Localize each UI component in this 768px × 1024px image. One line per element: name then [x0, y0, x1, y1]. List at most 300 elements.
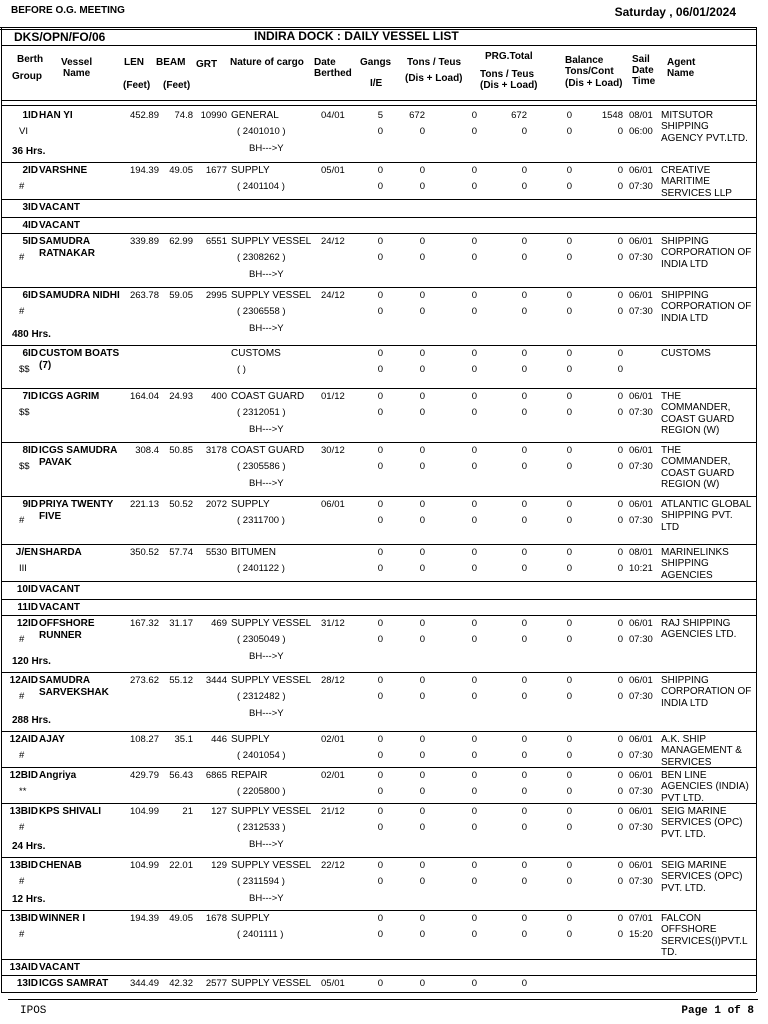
tons-teus-dis: 0: [419, 290, 425, 301]
divider: [1, 105, 757, 106]
tons-teus-load: 0: [419, 750, 425, 761]
balance-cont-dis: 0: [617, 547, 623, 558]
balance-tons-load: 0: [566, 822, 572, 833]
prg-total-dis: 0: [521, 165, 527, 176]
vessel-name: ICGS AGRIM: [39, 391, 100, 402]
berth-code: 5ID: [22, 236, 38, 247]
prg-total-dis: 0: [521, 978, 527, 989]
gangs-dis: 0: [377, 734, 383, 745]
header-agent: Agent: [667, 57, 696, 68]
bh-flag: BH--->Y: [249, 478, 284, 489]
table-row: [1, 599, 756, 615]
balance-tons-dis: 0: [566, 675, 572, 686]
table-row: [1, 388, 756, 442]
prg-total-load: 0: [521, 126, 527, 137]
gangs-load: 0: [377, 364, 383, 375]
prg-total-dis: 0: [521, 734, 527, 745]
vessel-flag: III: [19, 563, 27, 574]
tons-extra-load: 0: [471, 822, 477, 833]
divider: [1, 100, 757, 101]
tons-extra-load: 0: [471, 126, 477, 137]
gangs-dis: 0: [377, 165, 383, 176]
tons-teus-load: 0: [419, 364, 425, 375]
berth-code: 12BID: [9, 770, 38, 781]
balance-tons-dis: 0: [566, 445, 572, 456]
cargo-nature: SUPPLY VESSEL: [231, 860, 312, 871]
agent-name: ATLANTIC GLOBAL SHIPPING PVT. LTD: [661, 499, 752, 533]
vessel-name: ICGS SAMRAT: [39, 978, 109, 989]
len-value: 221.13: [129, 499, 159, 510]
tons-teus-dis: 0: [419, 618, 425, 629]
date-berthed: 05/01: [321, 978, 345, 989]
balance-cont-dis: 1548: [601, 110, 623, 121]
beam-value: 42.32: [169, 978, 193, 989]
page-title: INDIRA DOCK : DAILY VESSEL LIST: [254, 29, 459, 43]
bh-flag: BH--->Y: [249, 143, 284, 154]
balance-cont-load: 0: [617, 364, 623, 375]
row-divider: [1, 992, 756, 993]
vacant-label: VACANT: [39, 202, 80, 213]
vessel-flag: #: [19, 515, 25, 526]
prg-total-load: 0: [521, 252, 527, 263]
sail-date: 06/01: [629, 445, 653, 456]
balance-tons-load: 0: [566, 461, 572, 472]
sail-time: 07:30: [629, 786, 653, 797]
table-row: [1, 857, 756, 910]
cargo-nature: COAST GUARD: [231, 445, 305, 456]
header-len: LEN: [124, 57, 144, 68]
prg-total-dis: 672: [511, 110, 527, 121]
balance-tons-dis: 0: [566, 391, 572, 402]
prg-total-load: 0: [521, 306, 527, 317]
tons-extra-dis: 0: [471, 618, 477, 629]
beam-value: 50.85: [169, 445, 193, 456]
beam-value: 59.05: [169, 290, 193, 301]
len-value: 344.49: [129, 978, 159, 989]
prg-total-load: 0: [521, 407, 527, 418]
balance-cont-load: 0: [617, 691, 623, 702]
tons-extra-load: 0: [471, 691, 477, 702]
balance-cont-dis: 0: [617, 290, 623, 301]
balance-cont-load: 0: [617, 126, 623, 137]
vessel-flag: **: [19, 786, 27, 797]
grt-value: 10990: [200, 110, 227, 121]
gangs-dis: 0: [377, 348, 383, 359]
table-row: [1, 217, 756, 233]
sail-time: 07:30: [629, 181, 653, 192]
sail-date: 06/01: [629, 734, 653, 745]
tons-teus-dis: 0: [419, 445, 425, 456]
date-berthed: 31/12: [321, 618, 345, 629]
table-row: [1, 199, 756, 217]
beam-value: 74.8: [174, 110, 193, 121]
prg-total-load: 0: [521, 181, 527, 192]
balance-cont-load: 0: [617, 929, 623, 940]
tons-teus-dis: 0: [419, 860, 425, 871]
sail-time: 07:30: [629, 822, 653, 833]
header-cargo: Nature of cargo: [230, 57, 304, 68]
len-value: 429.79: [129, 770, 159, 781]
vessel-name: SAMUDRA SARVEKSHAK: [39, 675, 109, 698]
balance-cont-dis: 0: [617, 348, 623, 359]
agent-name: THE COMMANDER, COAST GUARD REGION (W): [661, 391, 735, 436]
gangs-dis: 0: [377, 290, 383, 301]
header-beam: BEAM: [156, 57, 186, 68]
bh-flag: BH--->Y: [249, 269, 284, 280]
balance-tons-load: 0: [566, 181, 572, 192]
tons-extra-load: 0: [471, 364, 477, 375]
gangs-dis: 0: [377, 806, 383, 817]
gangs-load: 0: [377, 181, 383, 192]
berth-code: 13BID: [9, 806, 38, 817]
sail-time: 07:30: [629, 461, 653, 472]
sail-time: 07:30: [629, 876, 653, 887]
vessel-name: CUSTOM BOATS (7): [39, 348, 120, 371]
vessel-name: Angriya: [39, 770, 77, 781]
vessel-flag: #: [19, 252, 25, 263]
cargo-nature: SUPPLY VESSEL: [231, 236, 312, 247]
gangs-load: 0: [377, 306, 383, 317]
tons-teus-load: 0: [419, 252, 425, 263]
date-berthed: 30/12: [321, 445, 345, 456]
header-vessel: Vessel: [61, 57, 93, 68]
balance-tons-load: 0: [566, 563, 572, 574]
tons-extra-load: 0: [471, 461, 477, 472]
hours-label: 288 Hrs.: [12, 715, 51, 726]
table-row: [1, 975, 756, 992]
cargo-ref: ( 2306558 ): [237, 306, 286, 317]
header-berth: Berth: [17, 54, 44, 65]
header-balance-dl: (Dis + Load): [565, 78, 623, 89]
vacant-label: VACANT: [39, 220, 80, 231]
prg-total-dis: 0: [521, 348, 527, 359]
table-row: [1, 496, 756, 544]
gangs-load: 0: [377, 126, 383, 137]
len-value: 194.39: [129, 913, 159, 924]
sail-time: 10:21: [629, 563, 653, 574]
header-prg-tons: Tons / Teus: [480, 69, 535, 80]
tons-extra-dis: 0: [471, 913, 477, 924]
sail-date: 07/01: [629, 913, 653, 924]
table-row: [1, 910, 756, 959]
cargo-nature: SUPPLY: [231, 165, 270, 176]
report-date: Saturday , 06/01/2024: [614, 5, 736, 19]
balance-tons-load: 0: [566, 407, 572, 418]
beam-value: 49.05: [169, 165, 193, 176]
header-sail: Sail: [632, 54, 650, 65]
hours-label: 120 Hrs.: [12, 656, 51, 667]
len-value: 167.32: [129, 618, 159, 629]
gangs-load: 0: [377, 407, 383, 418]
cargo-ref: ( 2311700 ): [237, 515, 285, 526]
date-berthed: 21/12: [321, 806, 345, 817]
berth-code: 4ID: [22, 220, 38, 231]
table-row: [1, 672, 756, 731]
gangs-load: 0: [377, 750, 383, 761]
vessel-flag: #: [19, 634, 25, 645]
prg-total-dis: 0: [521, 445, 527, 456]
grt-value: 6551: [205, 236, 227, 247]
gangs-load: 0: [377, 563, 383, 574]
gangs-dis: 0: [377, 236, 383, 247]
tons-extra-dis: 0: [471, 675, 477, 686]
header-agent-name: Name: [667, 68, 695, 79]
prg-total-dis: 0: [521, 391, 527, 402]
prg-total-load: 0: [521, 515, 527, 526]
tons-teus-dis: 0: [419, 165, 425, 176]
gangs-load: 0: [377, 786, 383, 797]
sail-date: 06/01: [629, 391, 653, 402]
beam-value: 55.12: [169, 675, 193, 686]
tons-teus-load: 0: [419, 126, 425, 137]
sail-time: 07:30: [629, 634, 653, 645]
balance-tons-load: 0: [566, 364, 572, 375]
beam-value: 24.93: [169, 391, 193, 402]
cargo-ref: ( 2401111 ): [237, 929, 284, 940]
vessel-name: OFFSHORE RUNNER: [39, 618, 95, 641]
tons-extra-dis: 0: [471, 165, 477, 176]
balance-tons-dis: 0: [566, 860, 572, 871]
beam-value: 22.01: [169, 860, 193, 871]
grt-value: 1678: [205, 913, 227, 924]
tons-teus-load: 0: [419, 461, 425, 472]
header-sail-date: Date: [632, 65, 654, 76]
berth-code: 9ID: [22, 499, 38, 510]
date-berthed: 24/12: [321, 290, 345, 301]
form-code: DKS/OPN/FO/06: [14, 30, 106, 44]
bh-flag: BH--->Y: [249, 424, 284, 435]
grt-value: 129: [211, 860, 227, 871]
balance-cont-dis: 0: [617, 618, 623, 629]
prg-total-dis: 0: [521, 806, 527, 817]
gangs-load: 0: [377, 876, 383, 887]
hours-label: 24 Hrs.: [12, 841, 46, 852]
vessel-flag: #: [19, 750, 25, 761]
agent-name: BEN LINE AGENCIES (INDIA) PVT LTD.: [661, 770, 749, 804]
sail-date: 06/01: [629, 290, 653, 301]
beam-value: 49.05: [169, 913, 193, 924]
gangs-dis: 0: [377, 618, 383, 629]
tons-extra-dis: 0: [471, 391, 477, 402]
table-row: [1, 959, 756, 975]
agent-name: RAJ SHIPPING AGENCIES LTD.: [661, 618, 737, 641]
berth-code: 8ID: [22, 445, 38, 456]
vacant-label: VACANT: [39, 962, 80, 973]
sail-date: 06/01: [629, 165, 653, 176]
tons-extra-dis: 0: [471, 860, 477, 871]
vessel-flag: $$: [19, 407, 30, 418]
berth-code: 13AID: [9, 962, 38, 973]
tons-teus-load: 0: [419, 822, 425, 833]
cargo-ref: ( 2312482 ): [237, 691, 286, 702]
cargo-nature: SUPPLY VESSEL: [231, 978, 312, 989]
prg-total-load: 0: [521, 691, 527, 702]
balance-tons-load: 0: [566, 252, 572, 263]
date-berthed: 01/12: [321, 391, 345, 402]
sail-date: 06/01: [629, 770, 653, 781]
tons-extra-dis: 0: [471, 547, 477, 558]
grt-value: 400: [211, 391, 227, 402]
date-berthed: 06/01: [321, 499, 345, 510]
tons-extra-load: 0: [471, 876, 477, 887]
sail-date: 08/01: [629, 547, 653, 558]
tons-teus-load: 0: [419, 407, 425, 418]
vessel-flag: #: [19, 691, 25, 702]
balance-cont-load: 0: [617, 822, 623, 833]
cargo-ref: ( 2312533 ): [237, 822, 286, 833]
vessel-flag: $$: [19, 461, 30, 472]
cargo-ref: ( 2308262 ): [237, 252, 286, 263]
cargo-ref: ( 2305049 ): [237, 634, 286, 645]
agent-name: A.K. SHIP MANAGEMENT & SERVICES: [661, 734, 742, 768]
tons-teus-load: 0: [419, 876, 425, 887]
tons-extra-dis: 0: [471, 290, 477, 301]
grt-value: 446: [211, 734, 227, 745]
cargo-ref: ( 2311594 ): [237, 876, 285, 887]
prg-total-load: 0: [521, 750, 527, 761]
balance-tons-load: 0: [566, 515, 572, 526]
header-group: Group: [12, 71, 42, 82]
balance-cont-dis: 0: [617, 770, 623, 781]
balance-tons-load: 0: [566, 634, 572, 645]
len-value: 350.52: [129, 547, 159, 558]
sail-time: 07:30: [629, 691, 653, 702]
tons-extra-dis: 0: [471, 978, 477, 989]
vacant-label: VACANT: [39, 584, 80, 595]
balance-cont-load: 0: [617, 515, 623, 526]
berth-code: 11ID: [17, 602, 38, 613]
len-value: 104.99: [129, 806, 159, 817]
cargo-ref: ( 2401104 ): [237, 181, 285, 192]
tons-teus-load: 0: [419, 306, 425, 317]
header-grt: GRT: [196, 59, 218, 70]
tons-teus-dis: 0: [419, 734, 425, 745]
cargo-nature: SUPPLY VESSEL: [231, 618, 312, 629]
balance-cont-load: 0: [617, 876, 623, 887]
cargo-ref: ( ): [237, 364, 246, 375]
berth-code: 1ID: [22, 110, 38, 121]
cargo-nature: SUPPLY VESSEL: [231, 290, 312, 301]
gangs-load: 0: [377, 252, 383, 263]
tons-extra-load: 0: [471, 181, 477, 192]
berth-code: 12AID: [9, 734, 38, 745]
cargo-nature: BITUMEN: [231, 547, 276, 558]
cargo-nature: SUPPLY: [231, 913, 270, 924]
grt-value: 2072: [205, 499, 227, 510]
vacant-label: VACANT: [39, 602, 80, 613]
tons-teus-load: 0: [419, 691, 425, 702]
balance-tons-dis: 0: [566, 618, 572, 629]
tons-extra-load: 0: [471, 407, 477, 418]
vessel-name: CHENAB: [39, 860, 82, 871]
cargo-ref: ( 2401122 ): [237, 563, 285, 574]
tons-extra-load: 0: [471, 929, 477, 940]
sail-time: 07:30: [629, 252, 653, 263]
len-value: 263.78: [129, 290, 159, 301]
agent-name: SEIG MARINE SERVICES (OPC) PVT. LTD.: [661, 860, 743, 894]
beam-value: 31.17: [169, 618, 193, 629]
berth-code: 3ID: [22, 202, 38, 213]
vessel-name: AJAY: [39, 734, 65, 745]
gangs-load: 0: [377, 691, 383, 702]
grt-value: 469: [211, 618, 227, 629]
balance-tons-load: 0: [566, 126, 572, 137]
table-row: [1, 581, 756, 599]
beam-value: 56.43: [169, 770, 193, 781]
gangs-dis: 0: [377, 913, 383, 924]
table-row: [1, 442, 756, 496]
len-value: 452.89: [129, 110, 159, 121]
balance-tons-load: 0: [566, 876, 572, 887]
berth-code: 6ID: [22, 290, 38, 301]
prg-total-dis: 0: [521, 290, 527, 301]
balance-tons-dis: 0: [566, 499, 572, 510]
tons-teus-dis: 0: [419, 978, 425, 989]
header-date: Date: [314, 57, 336, 68]
berth-code: 13BID: [9, 860, 38, 871]
tons-teus-load: 0: [419, 515, 425, 526]
vessel-flag: $$: [19, 364, 30, 375]
berth-code: 12ID: [16, 618, 38, 629]
tons-extra-dis: 0: [471, 236, 477, 247]
len-value: 308.4: [135, 445, 159, 456]
cargo-nature: CUSTOMS: [231, 348, 281, 359]
tons-teus-load: 0: [419, 181, 425, 192]
balance-tons-dis: 0: [566, 110, 572, 121]
tons-extra-load: 0: [471, 515, 477, 526]
grt-value: 127: [211, 806, 227, 817]
vessel-name: SAMUDRA NIDHI: [39, 290, 120, 301]
divider: [0, 27, 757, 28]
balance-cont-load: 0: [617, 461, 623, 472]
berth-code: 6ID: [22, 348, 38, 359]
tons-teus-dis: 0: [419, 770, 425, 781]
balance-tons-load: 0: [566, 691, 572, 702]
balance-cont-load: 0: [617, 634, 623, 645]
header-gangs: Gangs: [360, 57, 392, 68]
sail-time: 06:00: [629, 126, 653, 137]
hours-label: 480 Hrs.: [12, 329, 51, 340]
sail-date: 08/01: [629, 110, 653, 121]
header-balance-unit: Tons/Cont: [565, 66, 614, 77]
berth-code: 2ID: [22, 165, 38, 176]
meeting-note: BEFORE O.G. MEETING: [11, 5, 125, 16]
agent-name: THE COMMANDER, COAST GUARD REGION (W): [661, 445, 735, 490]
page-number: Page 1 of 8: [681, 1005, 754, 1017]
balance-cont-dis: 0: [617, 913, 623, 924]
tons-extra-load: 0: [471, 750, 477, 761]
balance-tons-dis: 0: [566, 165, 572, 176]
balance-tons-load: 0: [566, 786, 572, 797]
grt-value: 3444: [205, 675, 227, 686]
agent-name: CREATIVE MARITIME SERVICES LLP: [661, 165, 732, 199]
tons-extra-dis: 0: [471, 806, 477, 817]
tons-teus-dis: 0: [419, 547, 425, 558]
header-tons-dl: (Dis + Load): [405, 73, 463, 84]
prg-total-load: 0: [521, 929, 527, 940]
header-len-unit: (Feet): [123, 80, 151, 91]
vessel-flag: #: [19, 181, 25, 192]
vessel-name: ICGS SAMUDRA PAVAK: [39, 445, 117, 468]
prg-total-dis: 0: [521, 913, 527, 924]
balance-cont-load: 0: [617, 786, 623, 797]
gangs-dis: 0: [377, 978, 383, 989]
table-row: [1, 803, 756, 857]
header-balance: Balance: [565, 55, 604, 66]
grt-value: 2995: [205, 290, 227, 301]
cargo-nature: SUPPLY: [231, 499, 270, 510]
vessel-name: SAMUDRA RATNAKAR: [39, 236, 95, 259]
